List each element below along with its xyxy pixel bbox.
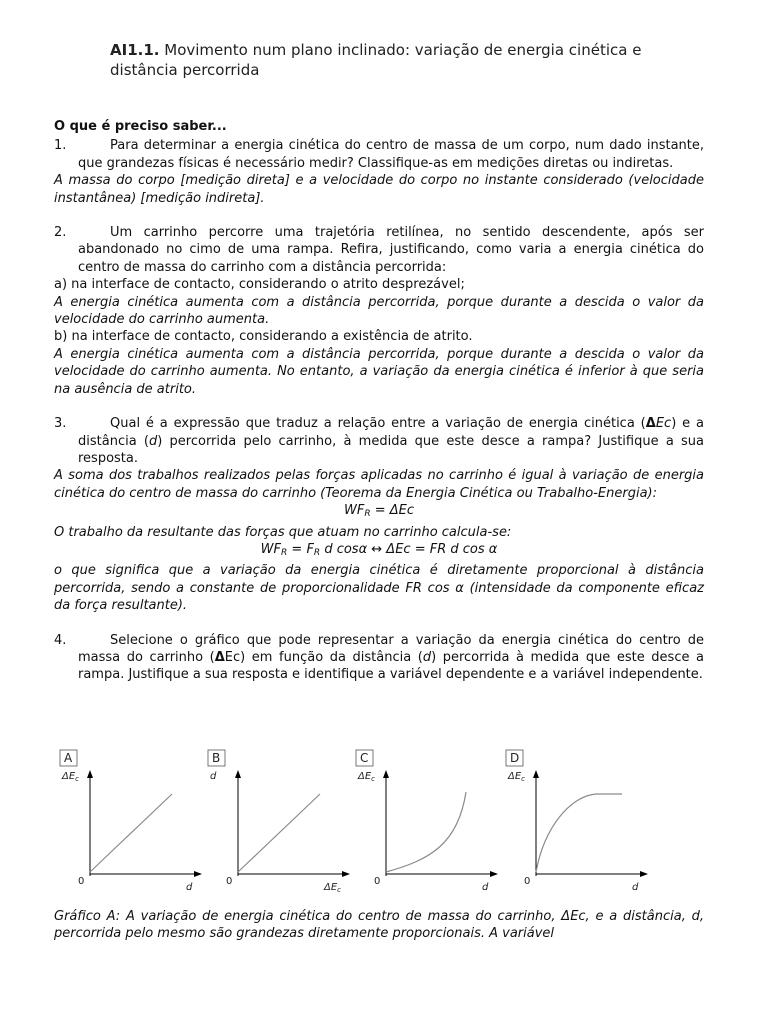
answer-3-work: O trabalho da resultante das forças que atuam no carrinho calcula-se: bbox=[54, 524, 512, 540]
graph-y-label: d bbox=[210, 771, 217, 782]
question-1 bbox=[54, 137, 704, 172]
answer-3-intro: A soma dos trabalhos realizados pelas forças aplicadas no carrinho é igual à variação de energia cinética do centro de massa do carrinho (Teorema da Energia Cinética ou Trabalho-Energia): bbox=[54, 468, 704, 501]
graph-x-label: d bbox=[632, 882, 639, 893]
graph-y-arrow bbox=[235, 770, 241, 778]
graph-y-arrow bbox=[87, 770, 93, 778]
graph-letter: B bbox=[212, 751, 221, 765]
graph-x-arrow bbox=[640, 871, 648, 877]
graph-curve bbox=[90, 794, 172, 872]
question-1-text: Para determinar a energia cinética do centro de massa de um corpo, num dado instante, que grandezas físicas é necessário medir? Classifique-as em medições diretas ou indiretas. bbox=[78, 138, 704, 171]
graph-c bbox=[356, 750, 498, 893]
graph-origin: 0 bbox=[524, 876, 531, 887]
graph-curve bbox=[386, 792, 466, 872]
question-3-text: Qual é a expressão que traduz a relação entre a variação de energia cinética (ΔEc) e a distância (d) percorrida pelo carrinho, à medida que este desce a rampa? Justifique a sua resposta. bbox=[78, 416, 704, 466]
graph-x-label: d bbox=[186, 882, 193, 893]
graph-letter: D bbox=[510, 751, 520, 765]
document-title bbox=[110, 40, 710, 80]
graph-d bbox=[506, 750, 648, 893]
question-4-text: Selecione o gráfico que pode representar a variação da energia cinética do centro de massa do carrinho (ΔEc) em função da distância (d) percorrida à medida que este desce a rampa. Justifique a sua resposta e identifique a variável dependente e a variável independente. bbox=[78, 632, 704, 683]
title-code: AI1.1. bbox=[110, 41, 160, 59]
graphs-svg bbox=[54, 748, 714, 898]
question-4-number: 4. bbox=[54, 632, 67, 648]
graph-y-label: $\Delta E_c$ bbox=[508, 771, 526, 783]
answer-3-conclusion: o que significa que a variação da energia cinética é diretamente proporcional à distância percorrida, sendo a constante de proporcionalidade FR cos α (intensidade da componente eficaz da força resultante). bbox=[54, 563, 704, 614]
graph-x-arrow bbox=[194, 871, 202, 877]
graph-curve bbox=[536, 794, 622, 872]
question-1-number: 1. bbox=[54, 138, 67, 154]
answer-2a: A energia cinética aumenta com a distância percorrida, porque durante a descida o valor da velocidade do carrinho aumenta. bbox=[54, 294, 704, 328]
graph-letter: C bbox=[360, 751, 369, 765]
graph-x-label: d bbox=[482, 882, 489, 893]
answer-2b: A energia cinética aumenta com a distância percorrida, porque durante a descida o valor da velocidade do carrinho aumenta. No entanto, a variação da energia cinética é inferior à que seria na ausência de atrito. bbox=[54, 346, 704, 397]
graph-y-arrow bbox=[533, 770, 539, 778]
graph-origin: 0 bbox=[226, 876, 233, 887]
equation-2: $WF_R = F_R$ d cosα ↔ ΔEc = FR d cos α bbox=[260, 541, 498, 558]
question-2-number: 2. bbox=[54, 225, 67, 241]
graph-options bbox=[54, 748, 714, 898]
equation-1: $WF_R = \Delta Ec$ bbox=[343, 503, 415, 520]
answer-1: A massa do corpo [medição direta] e a velocidade do corpo no instante considerado (velocidade instantânea) [medição indireta]. bbox=[54, 173, 704, 206]
graph-origin: 0 bbox=[78, 876, 85, 887]
question-2-text: Um carrinho percorre uma trajetória retilínea, no sentido descendente, após ser abandonado no cimo de uma rampa. Refira, justificando, como varia a energia cinética do centro de massa do carrinho com a distância percorrida: bbox=[78, 225, 704, 275]
graph-letter: A bbox=[64, 751, 73, 765]
graph-origin: 0 bbox=[374, 876, 381, 887]
graph-x-label: $\Delta E_c$ bbox=[324, 882, 342, 894]
question-4 bbox=[54, 632, 704, 684]
graph-y-arrow bbox=[383, 770, 389, 778]
graph-x-arrow bbox=[342, 871, 350, 877]
graph-y-label: $\Delta E_c$ bbox=[358, 771, 376, 783]
answer-4-caption: Gráfico A: A variação de energia cinética do centro de massa do carrinho, ΔEc, e a distância, d, percorrida pelo mesmo são grandezas diretamente proporcionais. A variável bbox=[54, 909, 704, 942]
question-2a: a) na interface de contacto, considerando o atrito desprezável; bbox=[54, 277, 465, 293]
section-heading: O que é preciso saber... bbox=[54, 119, 227, 134]
graph-x-arrow bbox=[490, 871, 498, 877]
question-3 bbox=[54, 415, 704, 467]
graph-curve bbox=[238, 794, 320, 872]
graph-y-label: $\Delta E_c$ bbox=[62, 771, 80, 783]
graph-a bbox=[60, 750, 202, 893]
question-2 bbox=[54, 224, 704, 276]
title-text: Movimento num plano inclinado: variação de energia cinética e distância percorrida bbox=[110, 41, 642, 79]
question-2b: b) na interface de contacto, considerando a existência de atrito. bbox=[54, 329, 473, 345]
question-3-number: 3. bbox=[54, 416, 67, 432]
graph-b bbox=[208, 750, 350, 894]
document-body bbox=[54, 118, 704, 684]
